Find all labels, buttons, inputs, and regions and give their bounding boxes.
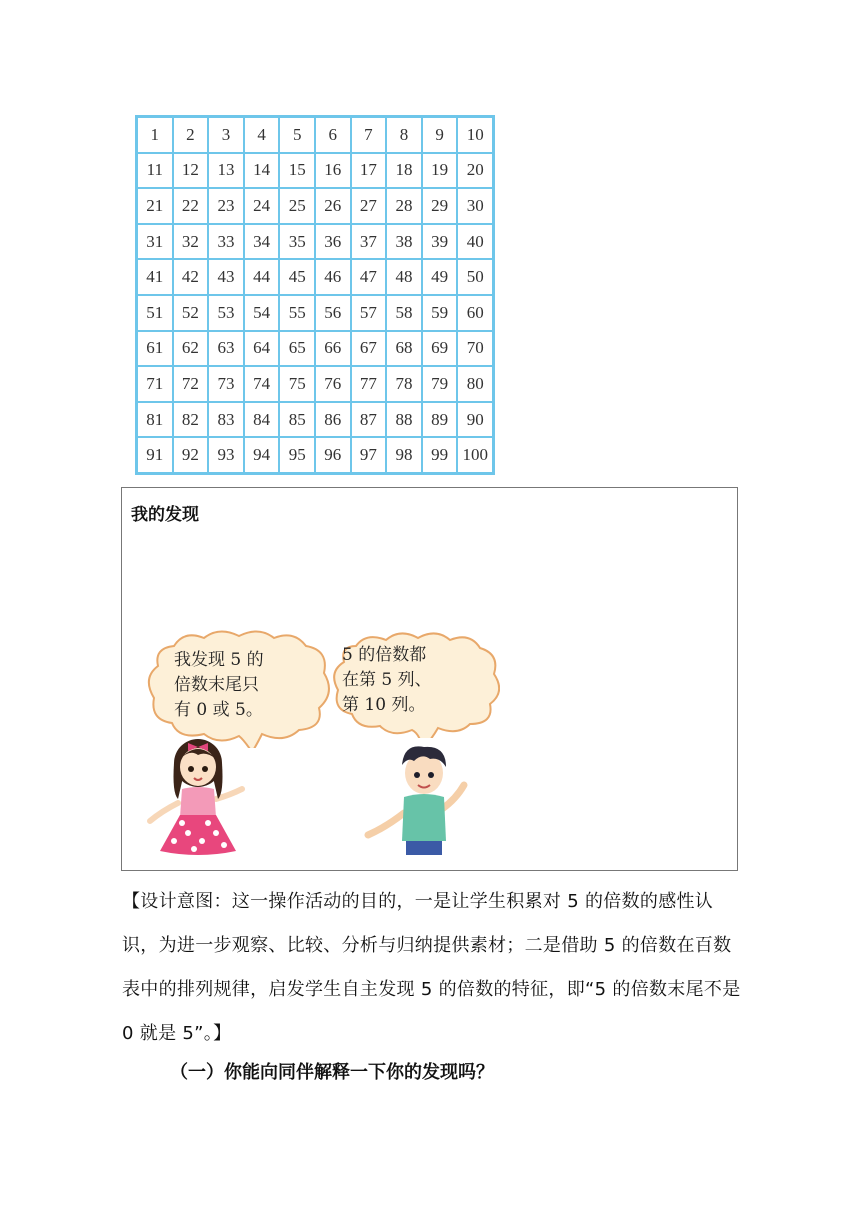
chart-cell: 29 [422, 188, 458, 224]
chart-cell: 94 [244, 437, 280, 473]
discovery-title: 我的发现 [131, 505, 199, 525]
chart-cell: 41 [137, 259, 173, 295]
chart-cell: 35 [279, 224, 315, 260]
chart-cell: 80 [457, 366, 493, 402]
chart-cell: 82 [173, 402, 209, 438]
chart-cell: 27 [351, 188, 387, 224]
chart-cell: 38 [386, 224, 422, 260]
chart-cell: 95 [279, 437, 315, 473]
chart-cell: 76 [315, 366, 351, 402]
chart-cell: 22 [173, 188, 209, 224]
hundred-chart [135, 115, 495, 475]
section-question: （一）你能向同伴解释一下你的发现吗？ [170, 1062, 494, 1083]
chart-cell: 36 [315, 224, 351, 260]
chart-cell: 77 [351, 366, 387, 402]
boy-illustration [360, 743, 480, 858]
chart-cell: 89 [422, 402, 458, 438]
chart-cell: 9 [422, 117, 458, 153]
chart-cell: 1 [137, 117, 173, 153]
chart-cell: 69 [422, 331, 458, 367]
chart-cell: 47 [351, 259, 387, 295]
chart-cell: 10 [457, 117, 493, 153]
chart-cell: 81 [137, 402, 173, 438]
chart-cell: 48 [386, 259, 422, 295]
chart-cell: 61 [137, 331, 173, 367]
boy-speech-text: 5 的倍数都 在第 5 列、 第 10 列。 [342, 645, 432, 715]
chart-cell: 24 [244, 188, 280, 224]
chart-cell: 13 [208, 153, 244, 189]
chart-cell: 14 [244, 153, 280, 189]
chart-cell: 12 [173, 153, 209, 189]
chart-cell: 25 [279, 188, 315, 224]
chart-cell: 79 [422, 366, 458, 402]
chart-cell: 43 [208, 259, 244, 295]
chart-cell: 93 [208, 437, 244, 473]
chart-cell: 56 [315, 295, 351, 331]
discovery-box [121, 487, 738, 871]
chart-cell: 40 [457, 224, 493, 260]
girl-illustration [144, 733, 254, 863]
chart-cell: 28 [386, 188, 422, 224]
chart-cell: 63 [208, 331, 244, 367]
chart-cell: 64 [244, 331, 280, 367]
chart-cell: 23 [208, 188, 244, 224]
chart-cell: 50 [457, 259, 493, 295]
chart-cell: 70 [457, 331, 493, 367]
chart-cell: 7 [351, 117, 387, 153]
chart-cell: 32 [173, 224, 209, 260]
chart-cell: 11 [137, 153, 173, 189]
chart-cell: 59 [422, 295, 458, 331]
chart-cell: 78 [386, 366, 422, 402]
chart-cell: 88 [386, 402, 422, 438]
chart-cell: 51 [137, 295, 173, 331]
chart-cell: 39 [422, 224, 458, 260]
chart-cell: 99 [422, 437, 458, 473]
chart-cell: 72 [173, 366, 209, 402]
chart-cell: 100 [457, 437, 493, 473]
girl-speech-text: 我发现 5 的 倍数末尾只 有 0 或 5。 [174, 650, 264, 720]
chart-cell: 96 [315, 437, 351, 473]
chart-cell: 85 [279, 402, 315, 438]
chart-cell: 3 [208, 117, 244, 153]
design-intent-note: 【设计意图：这一操作活动的目的，一是让学生积累对 5 的倍数的感性认识，为进一步观察、比较、分析与归纳提供素材；二是借助 5 的倍数在百数表中的排列规律，启发学生自主发现 5 的倍数的特征，即“5 的倍数末尾不是 0 就是 5”。】 [122, 891, 741, 1044]
chart-cell: 16 [315, 153, 351, 189]
chart-cell: 44 [244, 259, 280, 295]
chart-cell: 52 [173, 295, 209, 331]
chart-cell: 8 [386, 117, 422, 153]
chart-cell: 86 [315, 402, 351, 438]
chart-cell: 74 [244, 366, 280, 402]
chart-cell: 49 [422, 259, 458, 295]
chart-cell: 62 [173, 331, 209, 367]
chart-cell: 4 [244, 117, 280, 153]
chart-cell: 91 [137, 437, 173, 473]
chart-cell: 2 [173, 117, 209, 153]
chart-cell: 37 [351, 224, 387, 260]
chart-cell: 45 [279, 259, 315, 295]
chart-cell: 71 [137, 366, 173, 402]
chart-cell: 98 [386, 437, 422, 473]
chart-cell: 53 [208, 295, 244, 331]
chart-cell: 97 [351, 437, 387, 473]
chart-cell: 73 [208, 366, 244, 402]
chart-cell: 83 [208, 402, 244, 438]
chart-cell: 34 [244, 224, 280, 260]
chart-cell: 90 [457, 402, 493, 438]
chart-cell: 57 [351, 295, 387, 331]
chart-cell: 33 [208, 224, 244, 260]
chart-cell: 54 [244, 295, 280, 331]
chart-cell: 15 [279, 153, 315, 189]
chart-cell: 18 [386, 153, 422, 189]
chart-cell: 19 [422, 153, 458, 189]
chart-cell: 92 [173, 437, 209, 473]
chart-cell: 30 [457, 188, 493, 224]
chart-cell: 21 [137, 188, 173, 224]
chart-cell: 66 [315, 331, 351, 367]
chart-cell: 26 [315, 188, 351, 224]
chart-cell: 65 [279, 331, 315, 367]
chart-cell: 42 [173, 259, 209, 295]
chart-cell: 46 [315, 259, 351, 295]
chart-cell: 5 [279, 117, 315, 153]
chart-cell: 60 [457, 295, 493, 331]
chart-cell: 75 [279, 366, 315, 402]
chart-cell: 55 [279, 295, 315, 331]
chart-cell: 58 [386, 295, 422, 331]
chart-cell: 84 [244, 402, 280, 438]
chart-cell: 68 [386, 331, 422, 367]
chart-cell: 6 [315, 117, 351, 153]
chart-cell: 67 [351, 331, 387, 367]
chart-cell: 20 [457, 153, 493, 189]
chart-cell: 17 [351, 153, 387, 189]
chart-cell: 87 [351, 402, 387, 438]
chart-cell: 31 [137, 224, 173, 260]
